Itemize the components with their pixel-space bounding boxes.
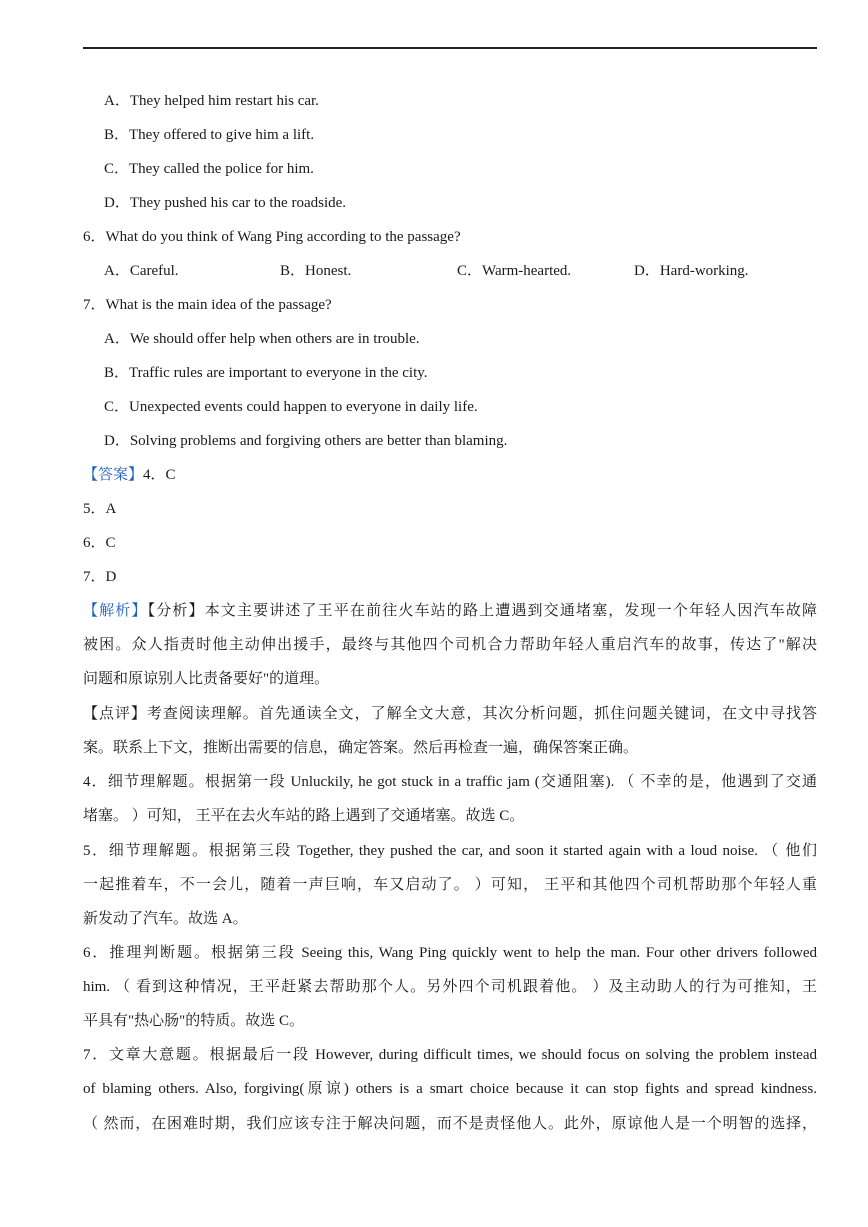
explanation-5-line-3: 新发动了汽车。故选 A。: [83, 911, 248, 927]
analysis-line-1: 【解析】【分析】本文主要讲述了王平在前往火车站的路上遭遇到交通堵塞，发现一个年轻人因汽车故障: [83, 603, 817, 619]
answer-5: 5．A: [83, 501, 117, 517]
q6-stem: 6．What do you think of Wang Ping according to the passage?: [83, 229, 461, 245]
comment-line-1: 【点评】考查阅读理解。首先通读全文，了解全文大意，其次分析问题，抓住问题关键词，在文中寻找答: [83, 706, 817, 722]
comment-line-2: 案。联系上下文，推断出需要的信息，确定答案。然后再检查一遍，确保答案正确。: [83, 740, 639, 756]
explanation-7-line-2: of blaming others. Also, forgiving(原谅) others is a smart choice because it can stop fights and spread kindness.: [83, 1081, 817, 1097]
analysis-tag: 【解析】: [83, 603, 148, 619]
header-rule: [83, 47, 817, 49]
answer-7: 7．D: [83, 569, 117, 585]
q7-option-b: B．Traffic rules are important to everyone in the city.: [104, 365, 428, 381]
q5-option-d: D．They pushed his car to the roadside.: [104, 195, 347, 211]
answer-first: 4．C: [143, 467, 176, 483]
answer-6: 6．C: [83, 535, 116, 551]
q6-option-a: A．Careful.: [104, 263, 179, 279]
q7-option-d: D．Solving problems and forgiving others are better than blaming.: [104, 433, 508, 449]
q7-option-a: A．We should offer help when others are in trouble.: [104, 331, 420, 347]
q5-option-a: A．They helped him restart his car.: [104, 93, 319, 109]
q6-option-b: B．Honest.: [280, 263, 352, 279]
answer-tag: 【答案】: [83, 467, 144, 483]
explanation-7-line-3: （ 然而，在困难时期，我们应该专注于解决问题，而不是责怪他人。此外，原谅他人是一个明智的选择，: [83, 1116, 817, 1132]
q6-option-c: C．Warm-hearted.: [457, 263, 572, 279]
q6-option-d: D．Hard-working.: [634, 263, 749, 279]
analysis-line-2: 被困。众人指责时他主动伸出援手，最终与其他四个司机合力帮助年轻人重启汽车的故事，传达了"解决: [83, 637, 817, 653]
explanation-6-line-1: 6．推理判断题。根据第三段 Seeing this, Wang Ping quickly went to help the man. Four other drivers followed: [83, 945, 817, 961]
explanation-6-line-2: him. （ 看到这种情况，王平赶紧去帮助那个人。另外四个司机跟着他。 ）及主动助人的行为可推知，王: [83, 979, 817, 995]
q7-option-c: C．Unexpected events could happen to everyone in daily life.: [104, 399, 478, 415]
explanation-4-line-1: 4．细节理解题。根据第一段 Unluckily, he got stuck in a traffic jam (交通阻塞). （ 不幸的是，他遇到了交通: [83, 774, 817, 790]
explanation-5-line-2: 一起推着车，不一会儿，随着一声巨响，车又启动了。 ）可知， 王平和其他四个司机帮助那个年轻人重: [83, 877, 817, 893]
explanation-5-line-1: 5．细节理解题。根据第三段 Together, they pushed the car, and soon it started again with a loud noise. （ 他们: [83, 843, 817, 859]
explanation-6-line-3: 平具有"热心肠"的特质。故选 C。: [83, 1013, 305, 1029]
explanation-4-line-2: 堵塞。 ）可知， 王平在去火车站的路上遇到了交通堵塞。故选 C。: [83, 808, 525, 824]
analysis-line-3: 问题和原谅别人比责备要好"的道理。: [83, 671, 330, 687]
q5-option-b: B．They offered to give him a lift.: [104, 127, 315, 143]
q5-option-c: C．They called the police for him.: [104, 161, 314, 177]
answer-line: [83, 465, 817, 485]
q7-stem: 7．What is the main idea of the passage?: [83, 297, 332, 313]
explanation-7-line-1: 7．文章大意题。根据最后一段 However, during difficult times, we should focus on solving the problem instead: [83, 1047, 817, 1063]
